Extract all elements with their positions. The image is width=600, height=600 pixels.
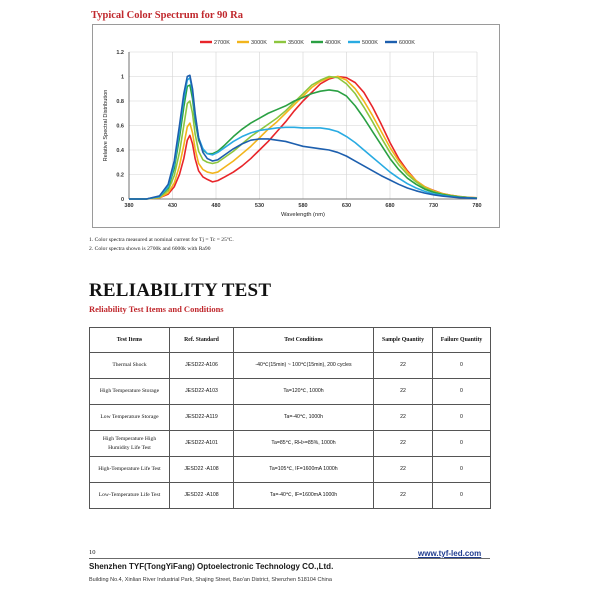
cell-test-conditions: Ta=85℃, RH>=85%, 1000h (234, 431, 374, 457)
company-address: Building No.4, Xinlian River Industrial Park, Shajing Street, Bao'an District, Shenzhen 518104 China (89, 577, 332, 583)
legend-label-3500k: 3500K (288, 40, 304, 46)
cell-test-item: Thermal Shock (90, 353, 170, 379)
table-row (90, 483, 491, 509)
y-tick-label: 1 (120, 74, 124, 81)
footer-divider (89, 558, 490, 559)
note-1: 1. Color spectra measured at nominal current for Tj = Tc = 25ºC. (89, 237, 234, 243)
header-failure-quantity: Failure Quantity (433, 328, 491, 353)
cell-test-conditions: -40℃(15min) ~ 100℃(15min), 200 cycles (234, 353, 374, 379)
cell-sample-quantity: 22 (374, 353, 433, 379)
reliability-table (89, 327, 491, 509)
cell-sample-quantity: 22 (374, 379, 433, 405)
x-tick-label: 380 (124, 203, 134, 209)
y-tick-label: 0.8 (116, 99, 124, 105)
header-test-items: Test Items (90, 328, 170, 353)
cell-sample-quantity: 22 (374, 405, 433, 431)
cell-test-item: Low Temperature Storage (90, 405, 170, 431)
cell-test-conditions: Ta=-40℃, IF=1600mA 1000h (234, 483, 374, 509)
cell-test-item: Low-Temperature Life Test (90, 483, 170, 509)
cell-failure-quantity: 0 (433, 353, 491, 379)
cell-test-conditions: Ta=-40℃, 1000h (234, 405, 374, 431)
y-tick-label: 0 (120, 197, 124, 203)
x-tick-label: 530 (254, 203, 265, 209)
x-tick-label: 780 (472, 203, 482, 209)
spectrum-chart-svg (93, 25, 499, 227)
note-2: 2. Color spectra shown is 2700k and 6000k with Ra90 (89, 246, 211, 252)
cell-failure-quantity: 0 (433, 405, 491, 431)
section-title: RELIABILITY TEST (89, 280, 272, 301)
header-test-conditions: Test Conditions (234, 328, 374, 353)
cell-sample-quantity: 22 (374, 431, 433, 457)
section-subtitle: Reliability Test Items and Conditions (89, 304, 224, 314)
cell-failure-quantity: 0 (433, 431, 491, 457)
x-tick-label: 630 (341, 203, 352, 209)
cell-test-item: High Temperature Storage (90, 379, 170, 405)
cell-ref-standard: JESD22 -A108 (170, 483, 234, 509)
spectrum-chart (92, 24, 500, 228)
y-tick-label: 0.2 (116, 172, 124, 179)
cell-sample-quantity: 22 (374, 483, 433, 509)
legend-label-6000k: 6000K (399, 40, 415, 46)
table-row (90, 457, 491, 483)
cell-test-conditions: Ta=105℃, IF=1600mA 1000h (234, 457, 374, 483)
table-row (90, 431, 491, 457)
cell-sample-quantity: 22 (374, 457, 433, 483)
x-axis-label: Wavelength (nm) (281, 212, 325, 218)
header-sample-quantity: Sample Quantity (374, 328, 433, 353)
page-number: 10 (89, 549, 96, 556)
chart-title: Typical Color Spectrum for 90 Ra (91, 10, 243, 21)
cell-failure-quantity: 0 (433, 483, 491, 509)
cell-test-conditions: Ta=120℃, 1000h (234, 379, 374, 405)
header-ref-standard: Ref. Standard (170, 328, 234, 353)
company-name: Shenzhen TYF(TongYiFang) Optoelectronic Technology CO.,Ltd. (89, 562, 334, 571)
legend-label-4000k: 4000K (325, 40, 341, 46)
cell-test-item: High Temperature High Humidity Life Test (90, 431, 170, 457)
legend-label-3000k: 3000K (251, 40, 267, 46)
cell-ref-standard: JESD22-A103 (170, 379, 234, 405)
table-row (90, 353, 491, 379)
cell-ref-standard: JESD22 -A108 (170, 457, 234, 483)
x-tick-label: 580 (298, 203, 308, 209)
legend-label-2700k: 2700K (214, 40, 230, 46)
table-row (90, 405, 491, 431)
cell-ref-standard: JESD22-A101 (170, 431, 234, 457)
y-tick-label: 0.6 (116, 123, 124, 130)
x-tick-label: 430 (167, 203, 178, 209)
cell-test-item: High-Temperature Life Test (90, 457, 170, 483)
website-link[interactable]: www.tyf-led.com (418, 549, 482, 558)
y-axis-label: Relative Spectral Distribution (103, 89, 109, 162)
cell-ref-standard: JESD22-A119 (170, 405, 234, 431)
legend-label-5000k: 5000K (362, 40, 378, 46)
table-row (90, 379, 491, 405)
cell-ref-standard: JESD22-A106 (170, 353, 234, 379)
y-tick-label: 1.2 (116, 50, 124, 56)
x-tick-label: 680 (385, 203, 395, 209)
chart-notes (89, 236, 234, 254)
table-header-row (90, 328, 491, 353)
y-tick-label: 0.4 (116, 148, 124, 154)
cell-failure-quantity: 0 (433, 379, 491, 405)
cell-failure-quantity: 0 (433, 457, 491, 483)
x-tick-label: 730 (428, 203, 439, 209)
x-tick-label: 480 (211, 203, 221, 209)
